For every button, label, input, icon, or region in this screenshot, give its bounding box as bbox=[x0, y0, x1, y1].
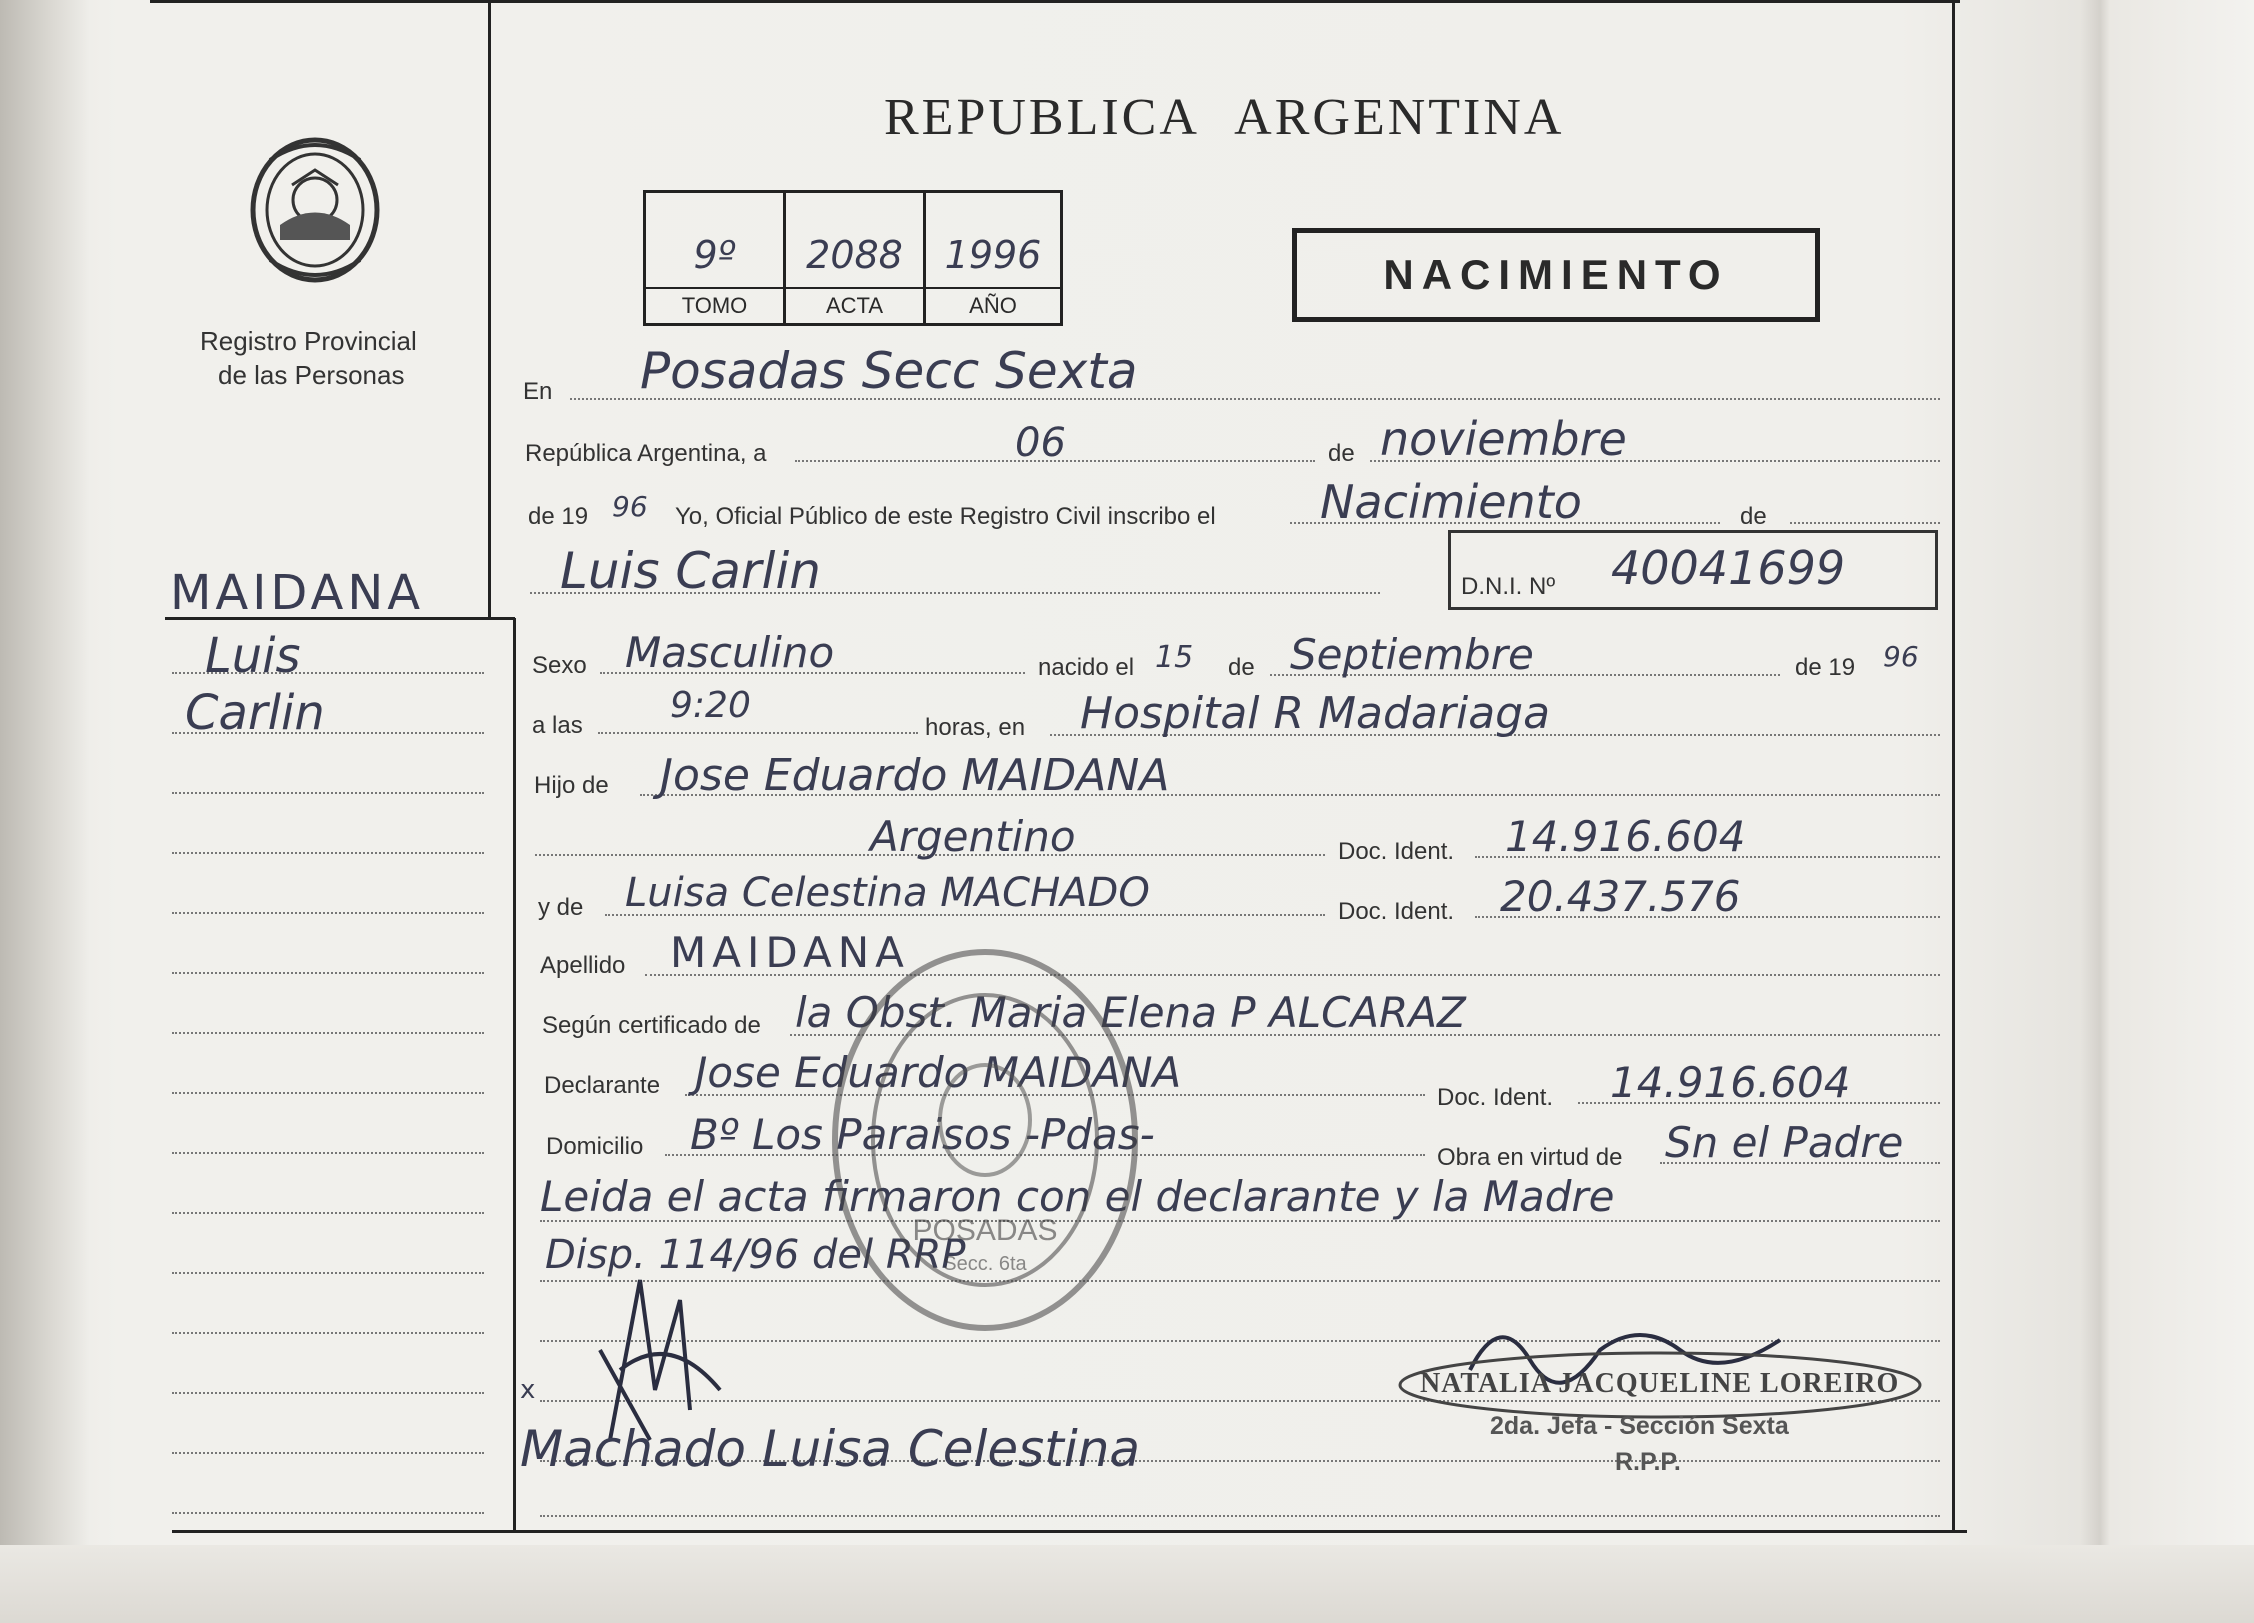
value-declarante: Jose Eduardo MAIDANA bbox=[695, 1048, 1182, 1097]
label-en: En bbox=[523, 378, 553, 405]
province-seal-icon bbox=[240, 130, 390, 290]
margin-line bbox=[172, 1332, 484, 1334]
label-segun: Según certificado de bbox=[542, 1012, 761, 1039]
line-observaciones-2 bbox=[540, 1280, 1940, 1282]
registry-name-line1: Registro Provincial bbox=[200, 326, 417, 356]
mark-x: x bbox=[520, 1375, 536, 1405]
label-de-tipo: de bbox=[1740, 503, 1767, 530]
line-de-tipo bbox=[1790, 522, 1940, 524]
line-blank bbox=[540, 1515, 1940, 1517]
official-stamp-icon bbox=[820, 940, 1150, 1340]
value-apellido: MAIDANA bbox=[670, 928, 910, 977]
value-nacido-dia: 15 bbox=[1155, 640, 1194, 675]
value-domicilio: Bº Los Paraisos -Pdas- bbox=[690, 1110, 1155, 1159]
label-de19: de 19 bbox=[528, 503, 589, 530]
label-yo-oficial: Yo, Oficial Público de este Registro Civil inscribo el bbox=[675, 503, 1216, 530]
value-observaciones1: Leida el acta firmaron con el declarante y la Madre bbox=[540, 1172, 1615, 1221]
label-sexo: Sexo bbox=[532, 652, 587, 679]
value-certificado: la Obst. Maria Elena P ALCARAZ bbox=[795, 988, 1466, 1037]
tomo-cell bbox=[646, 193, 786, 323]
stamp-center-text: POSADAS bbox=[912, 1214, 1058, 1247]
registry-name-line2: de las Personas bbox=[218, 360, 405, 390]
tomo-label: TOMO bbox=[646, 287, 783, 323]
value-dni: 40041699 bbox=[1611, 541, 1846, 595]
margin-line bbox=[172, 792, 484, 794]
label-declarante-doc: Doc. Ident. bbox=[1437, 1084, 1554, 1111]
line-hora bbox=[598, 732, 918, 734]
margin-name2: Carlin bbox=[185, 685, 325, 741]
margin-line bbox=[172, 672, 484, 674]
right-border bbox=[1952, 0, 1955, 1530]
value-padre: Jose Eduardo MAIDANA bbox=[660, 750, 1170, 801]
value-dia: 06 bbox=[1015, 420, 1066, 466]
margin-line bbox=[172, 1212, 484, 1214]
bottom-border bbox=[172, 1530, 1967, 1533]
value-mes: noviembre bbox=[1380, 412, 1627, 466]
label-horas-en: horas, en bbox=[925, 714, 1026, 741]
margin-line bbox=[172, 1152, 484, 1154]
value-madre-doc: 20.437.576 bbox=[1500, 872, 1741, 921]
dni-box bbox=[1448, 530, 1938, 610]
margin-line bbox=[172, 912, 484, 914]
label-y-de: y de bbox=[538, 894, 584, 921]
label-de19-nacido: de 19 bbox=[1795, 654, 1856, 681]
value-declarante-doc: 14.916.604 bbox=[1610, 1058, 1851, 1107]
column-divider-upper bbox=[488, 0, 491, 618]
label-de-nacido: de bbox=[1228, 654, 1255, 681]
label-hijo-de: Hijo de bbox=[534, 772, 609, 799]
label-a-las: a las bbox=[532, 712, 583, 739]
label-padre-doc: Doc. Ident. bbox=[1338, 838, 1455, 865]
page-bottom-edge bbox=[0, 1545, 2254, 1623]
value-nombre: Luis Carlin bbox=[560, 542, 821, 600]
label-republica: República Argentina, a bbox=[525, 440, 767, 467]
acta-cell bbox=[786, 193, 926, 323]
value-madre: Luisa Celestina MACHADO bbox=[625, 870, 1150, 916]
label-apellido: Apellido bbox=[540, 952, 626, 979]
official-org: R.P.P. bbox=[1615, 1448, 1681, 1476]
stamp-sub-text: Secc. 6ta bbox=[943, 1253, 1027, 1275]
margin-name1: Luis bbox=[205, 628, 301, 684]
margin-line bbox=[172, 1392, 484, 1394]
value-nacido-anio: 96 bbox=[1883, 640, 1919, 673]
top-border bbox=[150, 0, 1960, 3]
column-divider-lower bbox=[513, 618, 516, 1530]
register-table bbox=[643, 190, 1063, 326]
label-obra: Obra en virtud de bbox=[1437, 1144, 1623, 1171]
label-domicilio: Domicilio bbox=[546, 1133, 644, 1160]
value-hora: 9:20 bbox=[670, 685, 751, 726]
value-obra: Sn el Padre bbox=[1665, 1118, 1904, 1167]
acta-label: ACTA bbox=[786, 287, 923, 323]
acta-value: 2088 bbox=[806, 233, 903, 277]
margin-line bbox=[172, 732, 484, 734]
value-lugar: Posadas Secc Sexta bbox=[640, 342, 1138, 400]
anio-label: AÑO bbox=[926, 287, 1060, 323]
value-padre-doc: 14.916.604 bbox=[1505, 812, 1746, 861]
value-firma-madre: Machado Luisa Celestina bbox=[520, 1420, 1141, 1478]
value-lugar-nac: Hospital R Madariaga bbox=[1080, 688, 1551, 739]
value-sexo: Masculino bbox=[625, 628, 835, 677]
value-anio: 96 bbox=[612, 490, 648, 523]
margin-line bbox=[172, 1272, 484, 1274]
label-nacido-el: nacido el bbox=[1038, 654, 1135, 681]
official-name: NATALIA JACQUELINE LOREIRO bbox=[1420, 1368, 1900, 1399]
margin-line bbox=[172, 972, 484, 974]
label-madre-doc: Doc. Ident. bbox=[1338, 898, 1455, 925]
value-nacido-mes: Septiembre bbox=[1290, 630, 1534, 679]
label-de-mes: de bbox=[1328, 440, 1355, 467]
value-padre-nacionalidad: Argentino bbox=[870, 812, 1076, 861]
anio-cell bbox=[926, 193, 1060, 323]
label-dni: D.N.I. Nº bbox=[1461, 573, 1556, 600]
official-title: 2da. Jefa - Sección Sexta bbox=[1490, 1412, 1789, 1440]
value-tipo: Nacimiento bbox=[1320, 475, 1582, 529]
margin-line bbox=[172, 1032, 484, 1034]
tomo-value: 9º bbox=[693, 233, 736, 277]
margin-line bbox=[172, 852, 484, 854]
margin-surname: MAIDANA bbox=[170, 565, 425, 621]
label-declarante: Declarante bbox=[544, 1072, 661, 1099]
book-binding bbox=[0, 0, 90, 1623]
anio-value: 1996 bbox=[944, 233, 1042, 277]
margin-line bbox=[172, 1092, 484, 1094]
margin-line bbox=[172, 1452, 484, 1454]
document-title: REPUBLICA ARGENTINA bbox=[884, 89, 1565, 146]
margin-line bbox=[172, 1512, 484, 1514]
act-type-box: NACIMIENTO bbox=[1292, 228, 1820, 322]
value-observaciones2: Disp. 114/96 del RRP bbox=[545, 1232, 966, 1278]
